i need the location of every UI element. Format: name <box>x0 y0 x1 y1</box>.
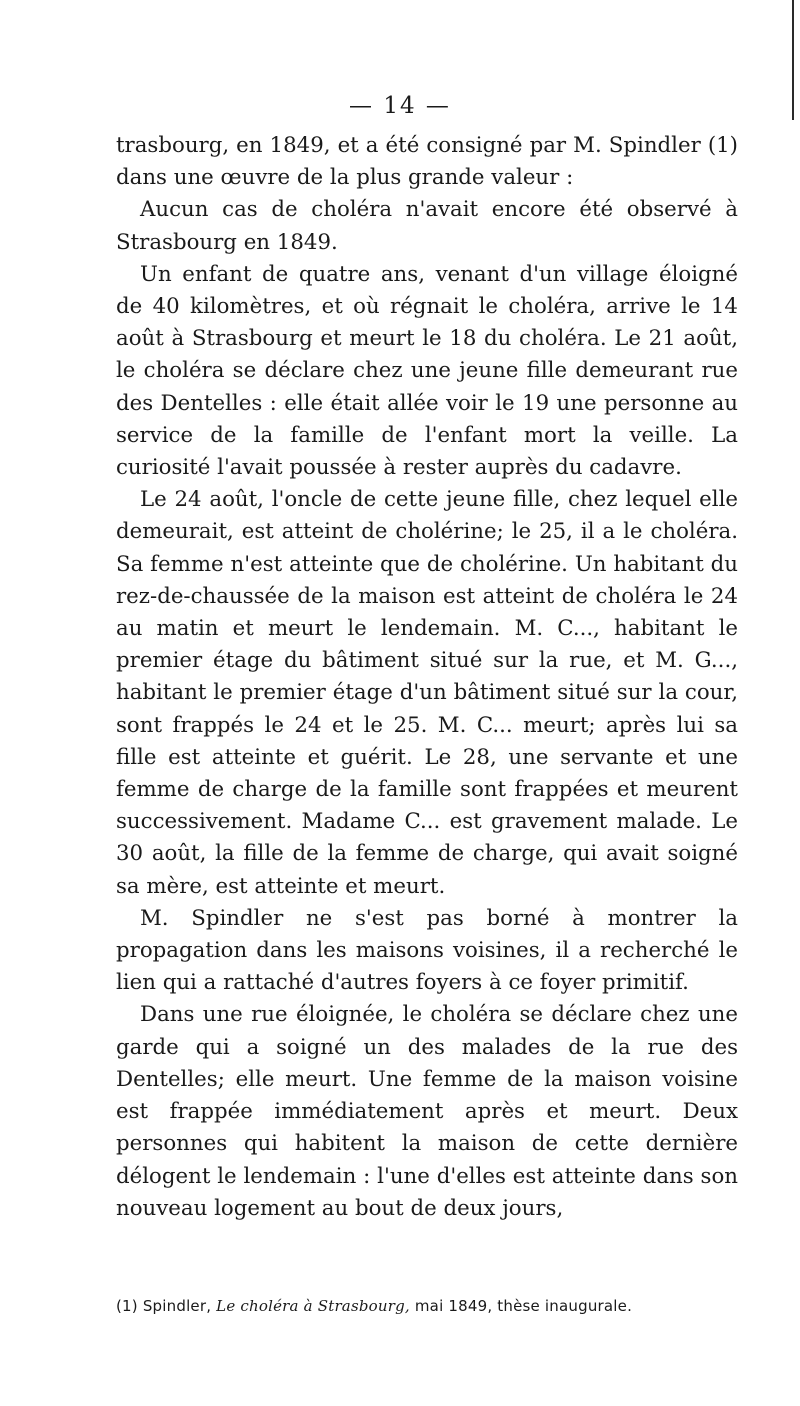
paragraph: Dans une rue éloignée, le choléra se déclare chez une garde qui a soigné un des malades de la rue des Dentelles; elle meurt. Une femme de la maison voisine est frappée immédiatement après et meurt. Deux personnes qui habitent la maison de cette dernière délogent le lendemain : l'une d'elles est atteinte dans son nouveau logement au bout de deux jours, <box>116 1002 738 1221</box>
page-number: — 14 — <box>349 93 451 119</box>
paragraph: Le 24 août, l'oncle de cette jeune fille, chez lequel elle demeurait, est atteint de cholérine; le 25, il a le choléra. Sa femme n'est atteinte que de cholérine. Un habitant du rez-de-chaussée de la maison est atteint de choléra le 24 au matin et meurt le lendemain. M. C..., habitant le premier étage du bâtiment situé sur la rue, et M. G..., habitant le premier étage d'un bâtiment situé sur la cour, sont frappés le 24 et le 25. M. C... meurt; après lui sa fille est atteinte et guérit. Le 28, une servante et une femme de charge de la famille sont frappées et meurent successivement. Madame C... est gravement malade. Le 30 août, la fille de la femme de charge, qui avait soigné sa mère, est atteinte et meurt. <box>116 487 738 899</box>
footnote-marker: (1) <box>116 1297 138 1315</box>
footnote <box>116 1295 738 1317</box>
body-text <box>116 130 738 1225</box>
footnote-rest: mai 1849, thèse inaugurale. <box>414 1297 633 1315</box>
footnote-title: Le choléra à Strasbourg, <box>216 1297 410 1315</box>
footnote-author: Spindler, <box>142 1297 212 1315</box>
paragraph: Un enfant de quatre ans, venant d'un village éloigné de 40 kilomètres, et où régnait le choléra, arrive le 14 août à Strasbourg et meurt le 18 du choléra. Le 21 août, le choléra se déclare chez une jeune fille demeurant rue des Dentelles : elle était allée voir le 19 une personne au service de la famille de l'enfant mort la veille. La curiosité l'avait poussée à rester auprès du cadavre. <box>116 261 738 481</box>
paragraph: Aucun cas de choléra n'avait encore été observé à Strasbourg en 1849. <box>116 197 738 255</box>
paragraph: trasbourg, en 1849, et a été consigné par M. Spindler (1) dans une œuvre de la plus grande valeur : <box>116 133 738 191</box>
paragraph: M. Spindler ne s'est pas borné à montrer la propagation dans les maisons voisines, il a recherché le lien qui a rattaché d'autres foyers à ce foyer primitif. <box>116 905 738 996</box>
